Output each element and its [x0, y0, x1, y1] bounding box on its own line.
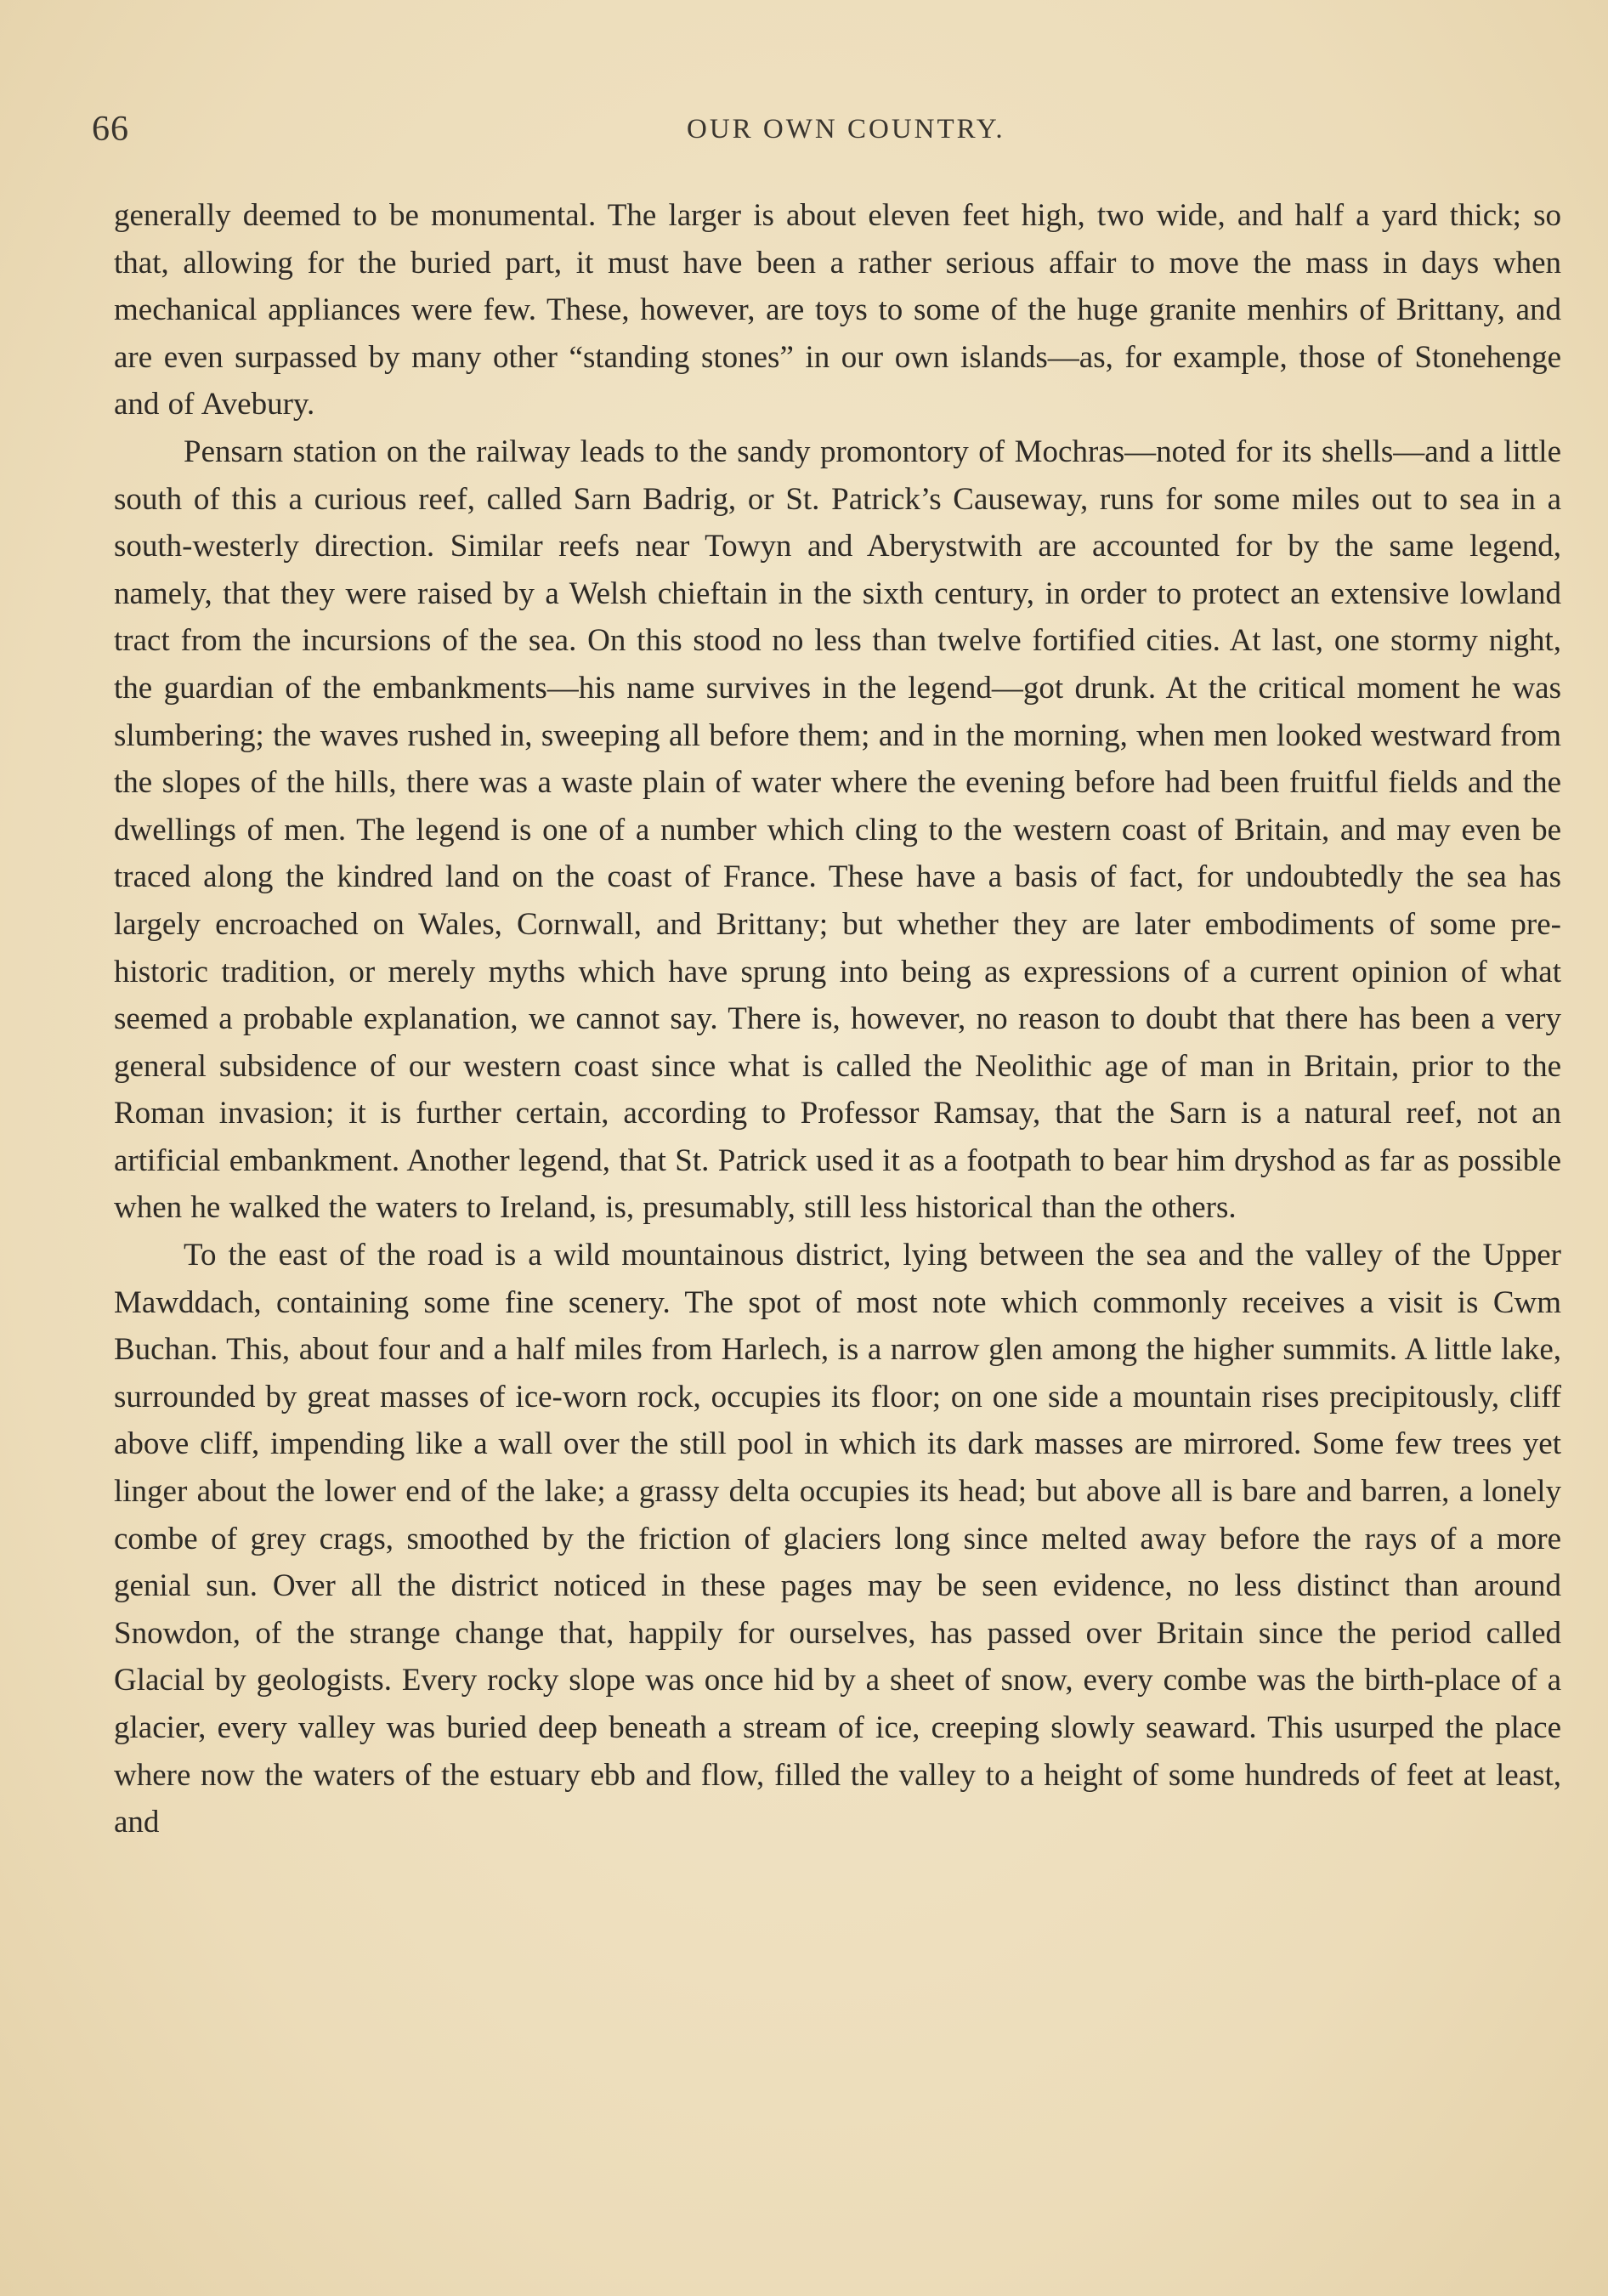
- paragraph-sarn-badrig: Pensarn station on the railway leads to the sandy promontory of Mochras—noted for its shells—and a little south of this a curious reef, called Sarn Badrig, or St. Patrick’s Causeway, runs for some miles out to sea in a south-westerly direction. Similar reefs near Towyn and Aberystwith are accounted for by the same legend, namely, that they were raised by a Welsh chieftain in the sixth century, in order to protect an extensive lowland tract from the incursions of the sea. On this stood no less than twelve fortified cities. At last, one stormy night, the guardian of the embankments—his name survives in the legend—got drunk. At the critical moment he was slumbering; the waves rushed in, sweeping all before them; and in the morning, when men looked westward from the slopes of the hills, there was a waste plain of water where the evening before had been fruitful fields and the dwellings of men. The legend is one of a number which cling to the western coast of Britain, and may even be traced along the kindred land on the coast of France. These have a basis of fact, for undoubtedly the sea has largely encroached on Wales, Cornwall, and Brittany; but whether they are later embodiments of some pre-historic tradition, or merely myths which have sprung into being as expressions of a current opinion of what seemed a probable explanation, we cannot say. There is, however, no reason to doubt that there has been a very general subsidence of our western coast since what is called the Neolithic age of man in Britain, prior to the Roman invasion; it is further certain, according to Professor Ramsay, that the Sarn is a natural reef, not an artificial embankment. Another legend, that St. Patrick used it as a footpath to bear him dryshod as far as possible when he walked the waters to Ireland, is, presumably, still less historical than the others.: [114, 434, 1561, 1226]
- running-head: [92, 109, 1557, 160]
- running-title: OUR OWN COUNTRY.: [687, 114, 1005, 145]
- body-text: [114, 192, 1561, 1846]
- paragraph-cwm-buchan: To the east of the road is a wild mountainous district, lying between the sea and the valley of the Upper Mawddach, containing some fine scenery. The spot of most note which commonly receives a visit is Cwm Buchan. This, about four and a half miles from Harlech, is a narrow glen among the higher summits. A little lake, surrounded by great masses of ice-worn rock, occupies its floor; on one side a mountain rises precipitously, cliff above cliff, impending like a wall over the still pool in which its dark masses are mirrored. Some few trees yet linger about the lower end of the lake; a grassy delta occupies its head; but above all is bare and barren, a lonely combe of grey crags, smoothed by the friction of glaciers long since melted away before the rays of a more genial sun. Over all the district noticed in these pages may be seen evidence, no less distinct than around Snowdon, of the strange change that, happily for ourselves, has passed over Britain since the period called Glacial by geologists. Every rocky slope was once hid by a sheet of snow, every combe was the birth-place of a glacier, every valley was buried deep beneath a stream of ice, creeping slowly seaward. This usurped the place where now the waters of the estuary ebb and flow, filled the valley to a height of some hundreds of feet at least, and: [114, 1238, 1561, 1840]
- page-number: 66: [92, 110, 129, 149]
- paragraph-continued: generally deemed to be monumental. The larger is about eleven feet high, two wide, and half a yard thick; so that, allowing for the buried part, it must have been a rather serious affair to move the mass in days when mechanical appliances were few. These, however, are toys to some of the huge granite menhirs of Brittany, and are even surpassed by many other “standing stones” in our own islands—as, for example, those of Stonehenge and of Avebury.: [114, 198, 1561, 422]
